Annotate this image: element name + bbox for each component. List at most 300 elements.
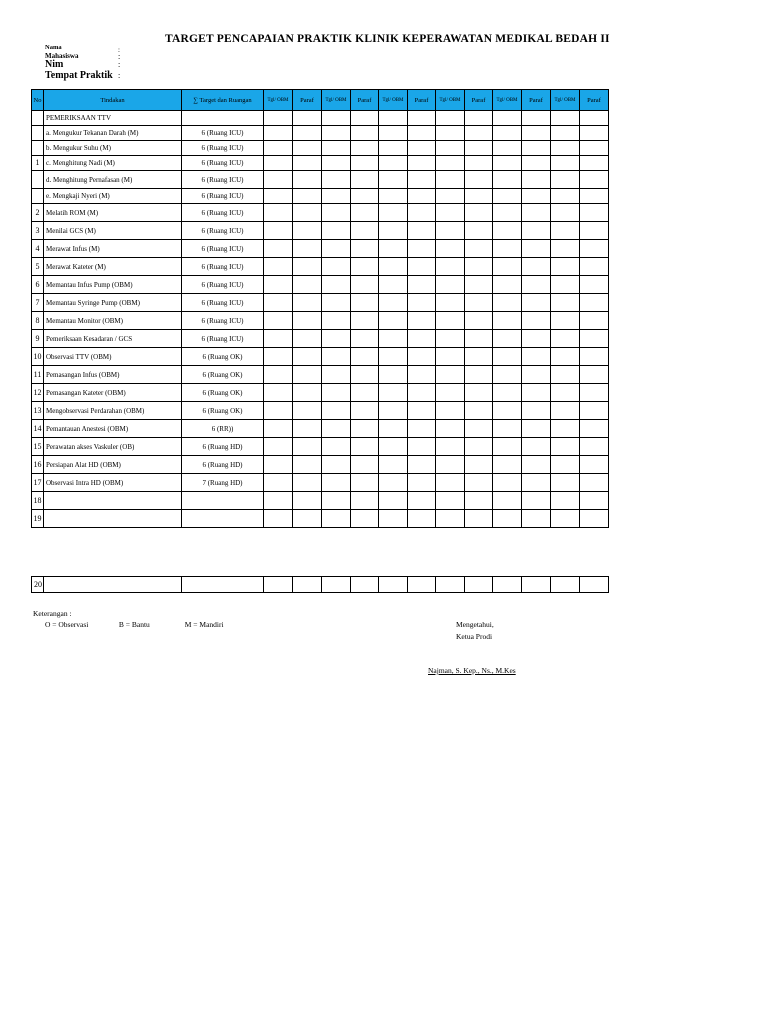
paraf-cell[interactable] xyxy=(465,111,493,126)
paraf-cell[interactable] xyxy=(522,141,551,156)
tgl-cell[interactable] xyxy=(264,258,293,276)
paraf-cell[interactable] xyxy=(408,510,436,528)
tgl-cell[interactable] xyxy=(379,438,408,456)
tgl-cell[interactable] xyxy=(493,402,522,420)
tgl-cell[interactable] xyxy=(436,222,465,240)
tgl-cell[interactable] xyxy=(551,348,580,366)
tgl-cell[interactable] xyxy=(493,156,522,171)
tgl-cell[interactable] xyxy=(379,276,408,294)
paraf-cell[interactable] xyxy=(522,276,551,294)
paraf-cell[interactable] xyxy=(293,126,322,141)
tgl-cell[interactable] xyxy=(264,510,293,528)
paraf-cell[interactable] xyxy=(522,474,551,492)
paraf-cell[interactable] xyxy=(465,204,493,222)
paraf-cell[interactable] xyxy=(580,348,609,366)
tgl-cell[interactable] xyxy=(551,258,580,276)
tgl-cell[interactable] xyxy=(379,171,408,189)
tgl-cell[interactable] xyxy=(379,348,408,366)
paraf-cell[interactable] xyxy=(465,126,493,141)
paraf-cell[interactable] xyxy=(293,222,322,240)
tgl-cell[interactable] xyxy=(551,366,580,384)
tgl-cell[interactable] xyxy=(436,204,465,222)
tgl-cell[interactable] xyxy=(493,438,522,456)
paraf-cell[interactable] xyxy=(522,204,551,222)
paraf-cell[interactable] xyxy=(580,492,609,510)
paraf-cell[interactable] xyxy=(293,456,322,474)
tgl-cell[interactable] xyxy=(264,156,293,171)
tgl-cell[interactable] xyxy=(551,492,580,510)
tgl-cell[interactable] xyxy=(551,420,580,438)
tgl-cell[interactable] xyxy=(322,456,351,474)
paraf-cell[interactable] xyxy=(465,330,493,348)
paraf-cell[interactable] xyxy=(580,402,609,420)
paraf-cell[interactable] xyxy=(293,577,322,593)
paraf-cell[interactable] xyxy=(522,126,551,141)
paraf-cell[interactable] xyxy=(580,366,609,384)
paraf-cell[interactable] xyxy=(465,510,493,528)
paraf-cell[interactable] xyxy=(408,402,436,420)
paraf-cell[interactable] xyxy=(408,189,436,204)
paraf-cell[interactable] xyxy=(408,294,436,312)
paraf-cell[interactable] xyxy=(351,438,379,456)
tgl-cell[interactable] xyxy=(322,492,351,510)
tgl-cell[interactable] xyxy=(264,577,293,593)
tgl-cell[interactable] xyxy=(264,222,293,240)
tgl-cell[interactable] xyxy=(264,204,293,222)
paraf-cell[interactable] xyxy=(293,258,322,276)
paraf-cell[interactable] xyxy=(408,366,436,384)
paraf-cell[interactable] xyxy=(465,456,493,474)
tgl-cell[interactable] xyxy=(379,141,408,156)
tgl-cell[interactable] xyxy=(436,141,465,156)
paraf-cell[interactable] xyxy=(522,438,551,456)
tgl-cell[interactable] xyxy=(379,222,408,240)
paraf-cell[interactable] xyxy=(580,204,609,222)
paraf-cell[interactable] xyxy=(408,240,436,258)
paraf-cell[interactable] xyxy=(465,294,493,312)
paraf-cell[interactable] xyxy=(465,171,493,189)
paraf-cell[interactable] xyxy=(522,402,551,420)
paraf-cell[interactable] xyxy=(293,348,322,366)
tgl-cell[interactable] xyxy=(322,577,351,593)
paraf-cell[interactable] xyxy=(522,384,551,402)
tgl-cell[interactable] xyxy=(551,438,580,456)
tgl-cell[interactable] xyxy=(436,156,465,171)
paraf-cell[interactable] xyxy=(522,366,551,384)
tgl-cell[interactable] xyxy=(264,474,293,492)
tgl-cell[interactable] xyxy=(493,111,522,126)
paraf-cell[interactable] xyxy=(351,276,379,294)
tgl-cell[interactable] xyxy=(379,384,408,402)
tgl-cell[interactable] xyxy=(551,577,580,593)
tgl-cell[interactable] xyxy=(379,156,408,171)
paraf-cell[interactable] xyxy=(465,240,493,258)
tgl-cell[interactable] xyxy=(264,189,293,204)
tgl-cell[interactable] xyxy=(264,141,293,156)
tgl-cell[interactable] xyxy=(493,204,522,222)
tgl-cell[interactable] xyxy=(551,384,580,402)
paraf-cell[interactable] xyxy=(408,126,436,141)
paraf-cell[interactable] xyxy=(351,222,379,240)
paraf-cell[interactable] xyxy=(522,312,551,330)
tgl-cell[interactable] xyxy=(264,111,293,126)
tgl-cell[interactable] xyxy=(436,384,465,402)
tgl-cell[interactable] xyxy=(379,126,408,141)
paraf-cell[interactable] xyxy=(293,276,322,294)
tgl-cell[interactable] xyxy=(379,402,408,420)
paraf-cell[interactable] xyxy=(293,474,322,492)
paraf-cell[interactable] xyxy=(293,312,322,330)
tgl-cell[interactable] xyxy=(264,384,293,402)
paraf-cell[interactable] xyxy=(293,141,322,156)
tgl-cell[interactable] xyxy=(379,204,408,222)
paraf-cell[interactable] xyxy=(580,294,609,312)
paraf-cell[interactable] xyxy=(408,276,436,294)
tgl-cell[interactable] xyxy=(322,384,351,402)
paraf-cell[interactable] xyxy=(465,492,493,510)
paraf-cell[interactable] xyxy=(351,366,379,384)
tgl-cell[interactable] xyxy=(436,474,465,492)
paraf-cell[interactable] xyxy=(408,222,436,240)
tgl-cell[interactable] xyxy=(493,312,522,330)
tgl-cell[interactable] xyxy=(436,348,465,366)
paraf-cell[interactable] xyxy=(351,492,379,510)
paraf-cell[interactable] xyxy=(293,420,322,438)
paraf-cell[interactable] xyxy=(522,577,551,593)
tgl-cell[interactable] xyxy=(322,330,351,348)
paraf-cell[interactable] xyxy=(351,474,379,492)
paraf-cell[interactable] xyxy=(522,240,551,258)
tgl-cell[interactable] xyxy=(551,402,580,420)
tgl-cell[interactable] xyxy=(322,222,351,240)
tgl-cell[interactable] xyxy=(493,330,522,348)
tgl-cell[interactable] xyxy=(436,366,465,384)
tgl-cell[interactable] xyxy=(493,577,522,593)
tgl-cell[interactable] xyxy=(264,438,293,456)
paraf-cell[interactable] xyxy=(351,240,379,258)
tgl-cell[interactable] xyxy=(493,384,522,402)
tgl-cell[interactable] xyxy=(436,312,465,330)
tgl-cell[interactable] xyxy=(493,171,522,189)
tgl-cell[interactable] xyxy=(551,330,580,348)
tgl-cell[interactable] xyxy=(493,222,522,240)
paraf-cell[interactable] xyxy=(522,492,551,510)
tgl-cell[interactable] xyxy=(322,366,351,384)
paraf-cell[interactable] xyxy=(351,111,379,126)
tgl-cell[interactable] xyxy=(493,510,522,528)
paraf-cell[interactable] xyxy=(465,141,493,156)
tgl-cell[interactable] xyxy=(322,111,351,126)
tgl-cell[interactable] xyxy=(436,189,465,204)
tgl-cell[interactable] xyxy=(436,402,465,420)
tgl-cell[interactable] xyxy=(551,141,580,156)
paraf-cell[interactable] xyxy=(293,510,322,528)
paraf-cell[interactable] xyxy=(351,510,379,528)
tgl-cell[interactable] xyxy=(322,189,351,204)
tgl-cell[interactable] xyxy=(551,126,580,141)
tgl-cell[interactable] xyxy=(322,294,351,312)
paraf-cell[interactable] xyxy=(293,438,322,456)
tgl-cell[interactable] xyxy=(379,577,408,593)
paraf-cell[interactable] xyxy=(408,456,436,474)
tgl-cell[interactable] xyxy=(322,258,351,276)
paraf-cell[interactable] xyxy=(580,577,609,593)
tgl-cell[interactable] xyxy=(493,456,522,474)
paraf-cell[interactable] xyxy=(465,402,493,420)
paraf-cell[interactable] xyxy=(580,171,609,189)
paraf-cell[interactable] xyxy=(408,312,436,330)
paraf-cell[interactable] xyxy=(351,348,379,366)
paraf-cell[interactable] xyxy=(408,384,436,402)
tgl-cell[interactable] xyxy=(551,111,580,126)
paraf-cell[interactable] xyxy=(351,204,379,222)
tgl-cell[interactable] xyxy=(436,577,465,593)
tgl-cell[interactable] xyxy=(436,258,465,276)
tgl-cell[interactable] xyxy=(379,111,408,126)
tgl-cell[interactable] xyxy=(436,492,465,510)
paraf-cell[interactable] xyxy=(408,171,436,189)
paraf-cell[interactable] xyxy=(580,510,609,528)
paraf-cell[interactable] xyxy=(351,141,379,156)
paraf-cell[interactable] xyxy=(351,577,379,593)
paraf-cell[interactable] xyxy=(465,276,493,294)
tgl-cell[interactable] xyxy=(493,189,522,204)
paraf-cell[interactable] xyxy=(522,456,551,474)
paraf-cell[interactable] xyxy=(580,276,609,294)
paraf-cell[interactable] xyxy=(408,348,436,366)
tgl-cell[interactable] xyxy=(436,294,465,312)
paraf-cell[interactable] xyxy=(465,438,493,456)
tgl-cell[interactable] xyxy=(551,222,580,240)
paraf-cell[interactable] xyxy=(522,294,551,312)
paraf-cell[interactable] xyxy=(293,204,322,222)
tgl-cell[interactable] xyxy=(322,474,351,492)
tgl-cell[interactable] xyxy=(379,294,408,312)
paraf-cell[interactable] xyxy=(293,171,322,189)
paraf-cell[interactable] xyxy=(580,222,609,240)
paraf-cell[interactable] xyxy=(580,438,609,456)
tgl-cell[interactable] xyxy=(436,330,465,348)
paraf-cell[interactable] xyxy=(465,348,493,366)
tgl-cell[interactable] xyxy=(322,276,351,294)
tgl-cell[interactable] xyxy=(322,171,351,189)
paraf-cell[interactable] xyxy=(465,577,493,593)
paraf-cell[interactable] xyxy=(351,294,379,312)
tgl-cell[interactable] xyxy=(322,204,351,222)
tgl-cell[interactable] xyxy=(264,312,293,330)
paraf-cell[interactable] xyxy=(522,420,551,438)
tgl-cell[interactable] xyxy=(551,189,580,204)
paraf-cell[interactable] xyxy=(522,189,551,204)
paraf-cell[interactable] xyxy=(293,294,322,312)
tgl-cell[interactable] xyxy=(322,141,351,156)
tgl-cell[interactable] xyxy=(322,156,351,171)
tgl-cell[interactable] xyxy=(264,402,293,420)
paraf-cell[interactable] xyxy=(351,126,379,141)
paraf-cell[interactable] xyxy=(408,492,436,510)
paraf-cell[interactable] xyxy=(465,420,493,438)
paraf-cell[interactable] xyxy=(351,258,379,276)
tgl-cell[interactable] xyxy=(379,330,408,348)
paraf-cell[interactable] xyxy=(465,312,493,330)
tgl-cell[interactable] xyxy=(493,348,522,366)
paraf-cell[interactable] xyxy=(580,384,609,402)
tgl-cell[interactable] xyxy=(493,258,522,276)
paraf-cell[interactable] xyxy=(580,312,609,330)
paraf-cell[interactable] xyxy=(351,330,379,348)
paraf-cell[interactable] xyxy=(522,510,551,528)
tgl-cell[interactable] xyxy=(493,492,522,510)
tgl-cell[interactable] xyxy=(379,510,408,528)
paraf-cell[interactable] xyxy=(522,258,551,276)
paraf-cell[interactable] xyxy=(293,384,322,402)
paraf-cell[interactable] xyxy=(580,456,609,474)
tgl-cell[interactable] xyxy=(551,456,580,474)
tgl-cell[interactable] xyxy=(551,171,580,189)
paraf-cell[interactable] xyxy=(522,222,551,240)
paraf-cell[interactable] xyxy=(408,420,436,438)
paraf-cell[interactable] xyxy=(351,189,379,204)
tgl-cell[interactable] xyxy=(264,126,293,141)
paraf-cell[interactable] xyxy=(465,222,493,240)
paraf-cell[interactable] xyxy=(580,156,609,171)
tgl-cell[interactable] xyxy=(493,420,522,438)
tgl-cell[interactable] xyxy=(436,276,465,294)
tgl-cell[interactable] xyxy=(379,474,408,492)
tgl-cell[interactable] xyxy=(551,276,580,294)
paraf-cell[interactable] xyxy=(408,258,436,276)
paraf-cell[interactable] xyxy=(465,366,493,384)
paraf-cell[interactable] xyxy=(465,156,493,171)
tgl-cell[interactable] xyxy=(322,438,351,456)
paraf-cell[interactable] xyxy=(522,156,551,171)
tgl-cell[interactable] xyxy=(379,189,408,204)
tgl-cell[interactable] xyxy=(379,312,408,330)
paraf-cell[interactable] xyxy=(580,189,609,204)
tgl-cell[interactable] xyxy=(379,492,408,510)
paraf-cell[interactable] xyxy=(351,384,379,402)
tgl-cell[interactable] xyxy=(379,258,408,276)
paraf-cell[interactable] xyxy=(293,492,322,510)
tgl-cell[interactable] xyxy=(493,294,522,312)
paraf-cell[interactable] xyxy=(408,204,436,222)
paraf-cell[interactable] xyxy=(351,156,379,171)
paraf-cell[interactable] xyxy=(465,258,493,276)
tgl-cell[interactable] xyxy=(264,330,293,348)
paraf-cell[interactable] xyxy=(293,240,322,258)
tgl-cell[interactable] xyxy=(264,348,293,366)
tgl-cell[interactable] xyxy=(551,204,580,222)
tgl-cell[interactable] xyxy=(551,240,580,258)
paraf-cell[interactable] xyxy=(580,126,609,141)
paraf-cell[interactable] xyxy=(465,189,493,204)
tgl-cell[interactable] xyxy=(493,141,522,156)
paraf-cell[interactable] xyxy=(408,111,436,126)
paraf-cell[interactable] xyxy=(465,474,493,492)
tgl-cell[interactable] xyxy=(322,312,351,330)
tgl-cell[interactable] xyxy=(493,474,522,492)
paraf-cell[interactable] xyxy=(580,111,609,126)
tgl-cell[interactable] xyxy=(436,126,465,141)
paraf-cell[interactable] xyxy=(465,384,493,402)
tgl-cell[interactable] xyxy=(264,294,293,312)
paraf-cell[interactable] xyxy=(580,141,609,156)
paraf-cell[interactable] xyxy=(408,156,436,171)
tgl-cell[interactable] xyxy=(436,510,465,528)
tgl-cell[interactable] xyxy=(436,438,465,456)
paraf-cell[interactable] xyxy=(522,330,551,348)
tgl-cell[interactable] xyxy=(264,456,293,474)
tgl-cell[interactable] xyxy=(551,156,580,171)
paraf-cell[interactable] xyxy=(293,111,322,126)
paraf-cell[interactable] xyxy=(580,258,609,276)
paraf-cell[interactable] xyxy=(580,474,609,492)
paraf-cell[interactable] xyxy=(293,366,322,384)
paraf-cell[interactable] xyxy=(522,111,551,126)
tgl-cell[interactable] xyxy=(379,456,408,474)
tgl-cell[interactable] xyxy=(436,111,465,126)
tgl-cell[interactable] xyxy=(322,348,351,366)
paraf-cell[interactable] xyxy=(351,171,379,189)
paraf-cell[interactable] xyxy=(408,330,436,348)
paraf-cell[interactable] xyxy=(522,171,551,189)
paraf-cell[interactable] xyxy=(351,312,379,330)
tgl-cell[interactable] xyxy=(264,420,293,438)
tgl-cell[interactable] xyxy=(551,510,580,528)
paraf-cell[interactable] xyxy=(351,402,379,420)
tgl-cell[interactable] xyxy=(264,276,293,294)
tgl-cell[interactable] xyxy=(264,492,293,510)
tgl-cell[interactable] xyxy=(551,474,580,492)
paraf-cell[interactable] xyxy=(408,141,436,156)
tgl-cell[interactable] xyxy=(322,240,351,258)
tgl-cell[interactable] xyxy=(551,294,580,312)
paraf-cell[interactable] xyxy=(293,330,322,348)
tgl-cell[interactable] xyxy=(493,126,522,141)
paraf-cell[interactable] xyxy=(351,420,379,438)
tgl-cell[interactable] xyxy=(264,366,293,384)
tgl-cell[interactable] xyxy=(322,402,351,420)
tgl-cell[interactable] xyxy=(264,171,293,189)
paraf-cell[interactable] xyxy=(408,577,436,593)
tgl-cell[interactable] xyxy=(264,240,293,258)
paraf-cell[interactable] xyxy=(580,420,609,438)
tgl-cell[interactable] xyxy=(436,456,465,474)
tgl-cell[interactable] xyxy=(379,420,408,438)
tgl-cell[interactable] xyxy=(436,420,465,438)
tgl-cell[interactable] xyxy=(436,240,465,258)
tgl-cell[interactable] xyxy=(493,366,522,384)
tgl-cell[interactable] xyxy=(551,312,580,330)
paraf-cell[interactable] xyxy=(408,474,436,492)
paraf-cell[interactable] xyxy=(580,330,609,348)
paraf-cell[interactable] xyxy=(293,156,322,171)
paraf-cell[interactable] xyxy=(580,240,609,258)
tgl-cell[interactable] xyxy=(493,240,522,258)
tgl-cell[interactable] xyxy=(379,240,408,258)
tgl-cell[interactable] xyxy=(436,171,465,189)
paraf-cell[interactable] xyxy=(293,402,322,420)
target-cell[interactable] xyxy=(182,577,264,593)
paraf-cell[interactable] xyxy=(522,348,551,366)
tgl-cell[interactable] xyxy=(322,510,351,528)
tgl-cell[interactable] xyxy=(493,276,522,294)
tindakan-cell[interactable] xyxy=(44,577,182,593)
tgl-cell[interactable] xyxy=(322,420,351,438)
tgl-cell[interactable] xyxy=(379,366,408,384)
paraf-cell[interactable] xyxy=(293,189,322,204)
paraf-cell[interactable] xyxy=(408,438,436,456)
